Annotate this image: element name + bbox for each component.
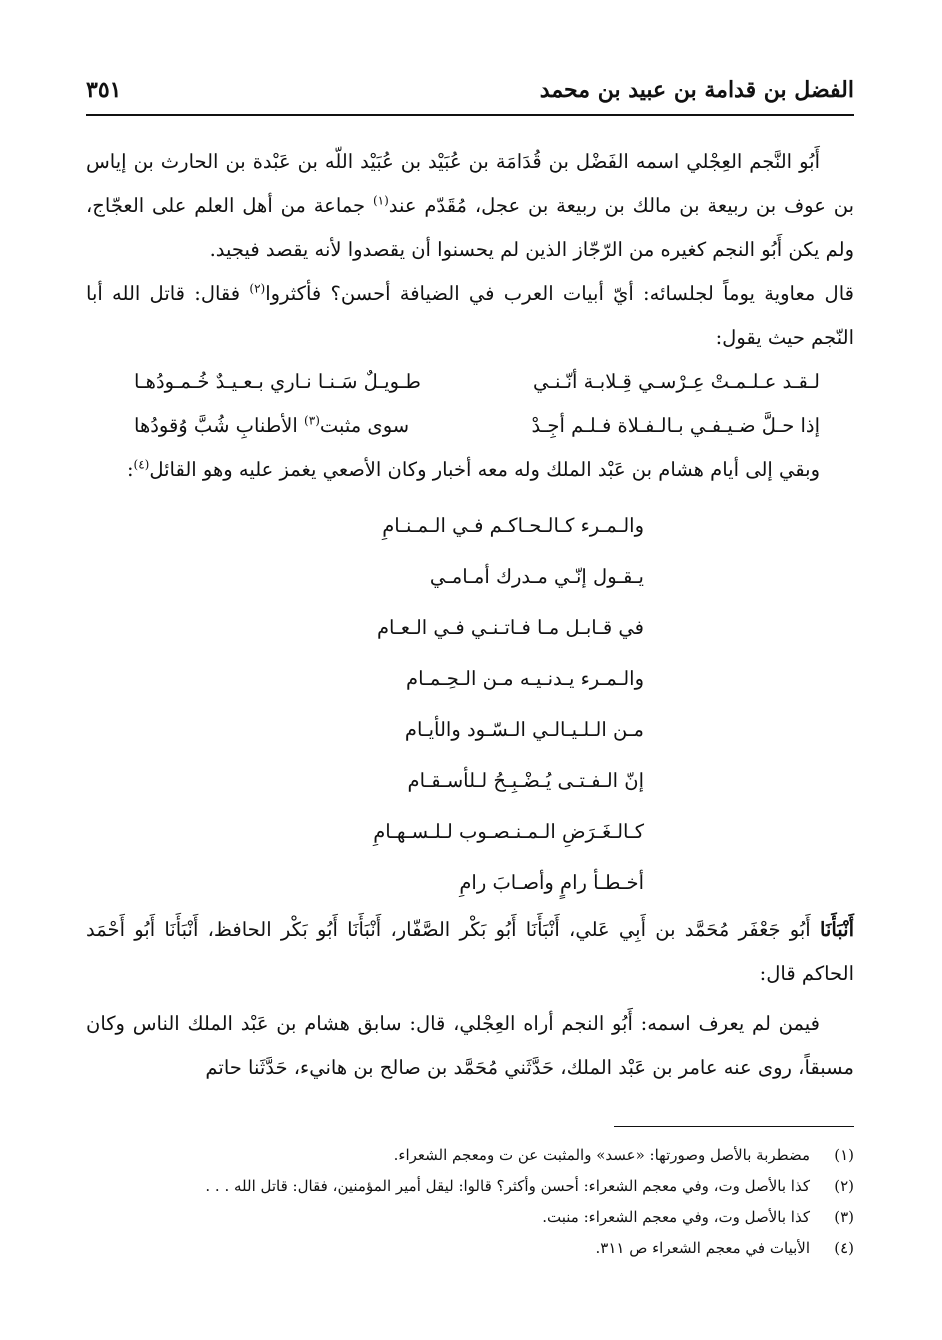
- paragraph-text: أَبُو جَعْفَر مُحَمَّد بن أَبِي عَلي، أَنْبَأَنَا أَبُو بَكْر الصَّفّار، أَنْبَأَنَا أَبُو بَكْر الحافظ، أَنْبَأَنَا أَبُو أَحْمَد الحاكم قال:: [86, 918, 854, 985]
- footnote-ref-4: (٤): [133, 457, 150, 472]
- paragraph-text: أَبُو النَّجم العِجْلي اسمه الفَضْل بن قُدَامَة بن عُبَيْد بن عُبَيْد اللّه بن عَبْدة بن الحارث بن إياس بن عوف بن ربيعة بن مالك بن ربيعة بن عجل، مُقَدّم عند: [86, 150, 855, 217]
- footnote-text: مضطربة بالأصل وصورتها: «عسد» والمثبت عن ت ومعجم الشعراء.: [393, 1146, 810, 1164]
- poem: [86, 500, 854, 908]
- poem-line: إنّ الـفـتـى يُـضْـبِـحُ لـلأسـقـام: [407, 769, 644, 792]
- paragraph-hisham: [86, 448, 854, 492]
- paragraph-text: وبقي إلى أيام هشام بن عَبْد الملك وله معه أخبار وكان الأصعي يغمز عليه وهو القائل: [149, 458, 820, 481]
- paragraph-hakim: [86, 1002, 854, 1090]
- paragraph-text: قال معاوية يوماً لجلسائه: أيّ أبيات العرب في الضيافة أحسن؟ فأكثروا: [265, 282, 854, 305]
- verse-first-hemistich: لـقـد عـلـمـتْ عِـرْسـي قِـلابـة أنّـنـي: [533, 370, 820, 393]
- verse-line-1: [86, 360, 854, 404]
- footnote-1: [86, 1140, 854, 1171]
- footnote-text: كذا بالأصل وت، وفي معجم الشعراء: أحسن وأكثر؟ قالوا: ليقل أمير المؤمنين، فقال: قاتل الله . . .: [205, 1177, 810, 1195]
- footnote-ref-3: (٣): [304, 413, 320, 428]
- header-divider: [86, 114, 854, 116]
- paragraph-muawiya: [86, 272, 854, 360]
- paragraph-text: فقال: قاتل الله أبا النّجم حيث يقول:: [86, 282, 854, 349]
- isnad-lead-word: أَنْبَأَنَا: [819, 918, 854, 941]
- footnote-2: [86, 1171, 854, 1202]
- poem-line: يـقـول إنّـي مـدرك أمـامـي: [429, 565, 644, 588]
- verse-first-hemistich: إذا حـلَّ ضـيـفـي بـالـفـلاة فـلـم أجِـدْ: [531, 414, 820, 437]
- main-text: [86, 140, 854, 1090]
- poem-line: كـالـغَـرَضِ الـمـنـصـوب لـلـسـهـامِ: [373, 820, 644, 843]
- footnote-text: الأبيات في معجم الشعراء ص ٣١١.: [595, 1239, 810, 1257]
- poem-line: أخـطـأ رامٍ وأصـابَ رامِ: [459, 871, 644, 894]
- paragraph-isnad: [86, 908, 854, 996]
- footnote-number: (١): [834, 1146, 854, 1164]
- verse-second-hemistich: [134, 404, 409, 448]
- poem-line: في قـابـل مـا فـاتـنـي فـي الـعـام: [376, 616, 644, 639]
- poem-line: والـمـرء يـدنـيـه مـن الـحِـمـام: [406, 667, 644, 690]
- poem-line: والـمـرء كـالـحـاكـم فـي الـمـنـامِ: [382, 514, 644, 537]
- verse-text: الأطنابِ شُبَّ وُقودُها: [134, 414, 305, 437]
- verse-line-2: [86, 404, 854, 448]
- footnote-3: [86, 1202, 854, 1233]
- footnote-text: كذا بالأصل وت، وفي معجم الشعراء: منبت.: [542, 1208, 810, 1226]
- footnote-number: (٢): [834, 1177, 854, 1195]
- verse-text: سوى مثبت: [319, 414, 410, 437]
- footnotes: [86, 1140, 854, 1264]
- footnote-number: (٣): [834, 1208, 854, 1226]
- paragraph-text: جماعة من أهل العلم على العجّاج، ولم يكن أَبُو النجم كغيره من الرّجّاز الذين لم يحسنوا أن يقصدوا لأنه يقصد فيجيد.: [86, 194, 854, 261]
- poem-line: مـن الـلـيـالـي الـسّـود والأيـام: [404, 718, 644, 741]
- page-number: ٣٥١: [86, 77, 122, 103]
- footnote-number: (٤): [834, 1239, 854, 1257]
- paragraph-text: فيمن لم يعرف اسمه: أَبُو النجم أراه العِجْلي، قال: سابق هشام بن عَبْد الملك الناس وكان مسبقاً، روى عنه عامر بن عَبْد الملك، حَدَّثَني مُحَمَّد بن صالح بن هانيء، حَدَّثَنا حاتم: [86, 1012, 854, 1079]
- paragraph-biography: [86, 140, 854, 272]
- footnote-ref-1: (١): [372, 193, 389, 208]
- footnote-ref-2: (٢): [249, 281, 266, 296]
- paragraph-text: :: [126, 458, 134, 481]
- page-header: [86, 74, 854, 106]
- running-title: الفضل بن قدامة بن عبيد بن محمد: [539, 77, 854, 103]
- footnote-4: [86, 1233, 854, 1264]
- verse-second-hemistich: طـويـلٌ سَـنـا نـاري بـعـيـدٌ خُـمـودُهـا: [134, 370, 421, 393]
- footnote-divider: [614, 1126, 854, 1127]
